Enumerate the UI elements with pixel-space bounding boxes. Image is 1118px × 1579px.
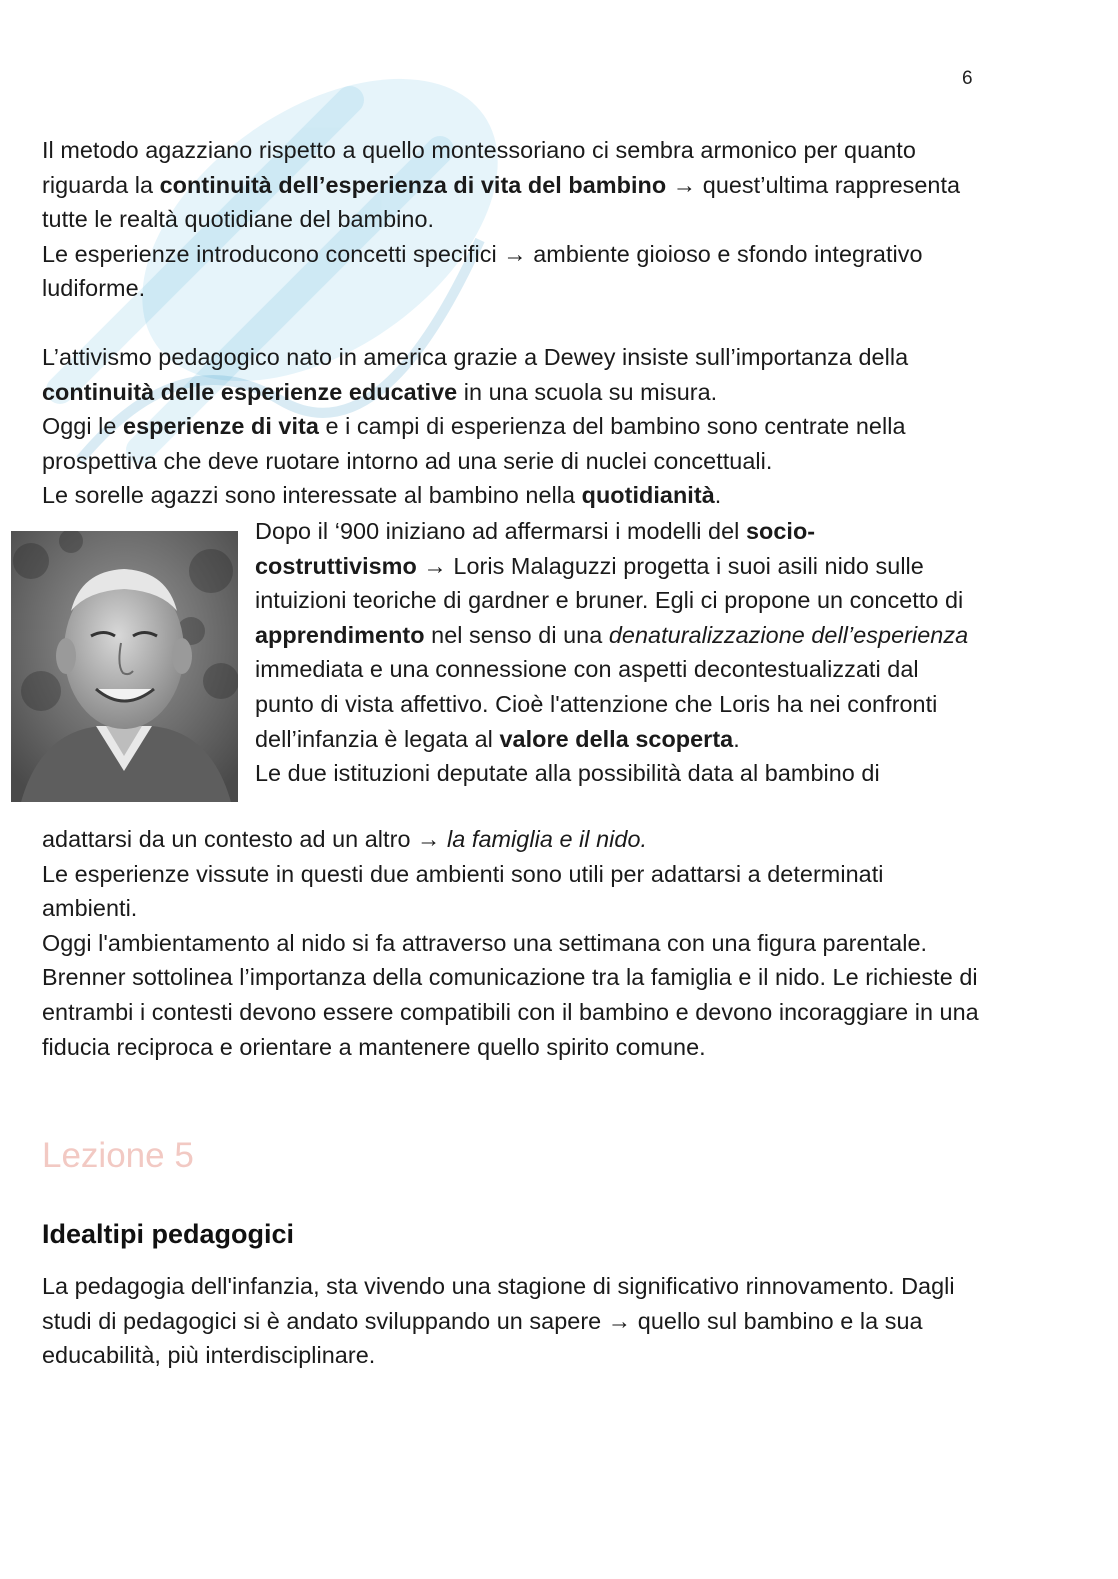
paragraph-3-line-end: Le due istituzioni deputate alla possibilità data al bambino di: [255, 760, 880, 787]
text-span: → Loris Malaguzzi progetta i suoi asili nido sulle intuizioni teoriche di gardner e bruner. Egli ci propone un concetto di: [255, 552, 964, 614]
bold-span: valore della scoperta: [499, 725, 734, 752]
text-span: Dopo il ‘900 iniziano ad affermarsi i modelli del: [255, 518, 746, 544]
paragraph-1-line-2: Le esperienze introducono concetti specifici → ambiente gioioso e sfondo integrativo ludiforme.: [42, 240, 923, 302]
italic-span: la famiglia e il nido.: [447, 826, 648, 852]
text-span: in una scuola su misura.: [457, 378, 718, 405]
portrait-illustration: [11, 531, 238, 802]
bold-span: socio-costruttivismo: [255, 518, 816, 579]
lesson-heading: Lezione 5: [42, 1136, 194, 1175]
text-span: nel senso di una: [424, 621, 609, 648]
paragraph-1: [42, 133, 982, 306]
paragraph-3-continuation: [42, 822, 982, 857]
text-span: .: [714, 482, 722, 509]
text-span: L’attivismo pedagogico nato in america grazie a Dewey insiste sull’importanza della: [42, 344, 909, 370]
text-span: immediata e una connessione con aspetti decontestualizzati dal punto di vista affettivo. Cioè l'attenzione che Loris ha nei confronti dell’infanzia è legata al: [255, 656, 938, 752]
paragraph-5: [42, 1269, 982, 1373]
paragraph-2: [42, 340, 982, 513]
paragraph-2-line-3: [42, 478, 982, 513]
italic-span: denaturalizzazione dell’esperienza: [608, 621, 969, 648]
paragraph-4: [42, 822, 982, 1064]
page-number: 6: [962, 68, 973, 89]
text-span: Oggi le: [42, 413, 124, 440]
bold-span: continuità delle esperienze educative: [42, 378, 458, 405]
paragraph-5-text: La pedagogia dell'infanzia, sta vivendo una stagione di significativo rinnovamento. Dagli studi di pedagogici si è andato sviluppando un sapere → quello sul bambino e la sua educabilità, più interdisciplinare.: [42, 1273, 955, 1369]
paragraph-2-line-1: [42, 340, 982, 409]
portrait-photo: [11, 531, 238, 802]
bold-span: esperienze di vita: [123, 413, 319, 440]
bold-span: quotidianità: [581, 482, 715, 509]
text-span: → quest’ultima rappresenta tutte le realtà quotidiane del bambino.: [42, 171, 961, 233]
bold-span: continuità dell’esperienza di vita del bambino: [159, 171, 667, 198]
text-span: Le sorelle agazzi sono interessate al bambino nella: [42, 482, 582, 509]
paragraph-3-text: [255, 514, 975, 756]
text-span: adattarsi da un contesto ad un altro →: [42, 826, 448, 852]
paragraph-2-line-2: [42, 409, 982, 478]
text-span: e i campi di esperienza del bambino sono centrate nella prospettiva che deve ruotare intorno ad una serie di nuclei concettuali.: [42, 413, 906, 474]
text-span: Il metodo agazziano rispetto a quello montessoriano ci sembra armonico per quanto riguarda la: [42, 137, 916, 198]
bold-span: apprendimento: [255, 621, 425, 648]
paragraph-3-wrapped: [255, 514, 975, 791]
paragraph-4-line-2: Oggi l'ambientamento al nido si fa attraverso una settimana con una figura parentale. Brenner sottolinea l’importanza della comunicazione tra la famiglia e il nido. Le richieste di entrambi i contesti devono essere compatibili con il bambino e devono incoraggiare in una fiducia reciproca e orientare a mantenere quello spirito comune.: [42, 929, 979, 1060]
text-span: .: [733, 725, 740, 752]
paragraph-4-line-1: Le esperienze vissute in questi due ambienti sono utili per adattarsi a determinati ambienti.: [42, 860, 884, 922]
paragraph-1-text: [42, 133, 982, 237]
section-heading: Idealtipi pedagogici: [42, 1219, 295, 1249]
